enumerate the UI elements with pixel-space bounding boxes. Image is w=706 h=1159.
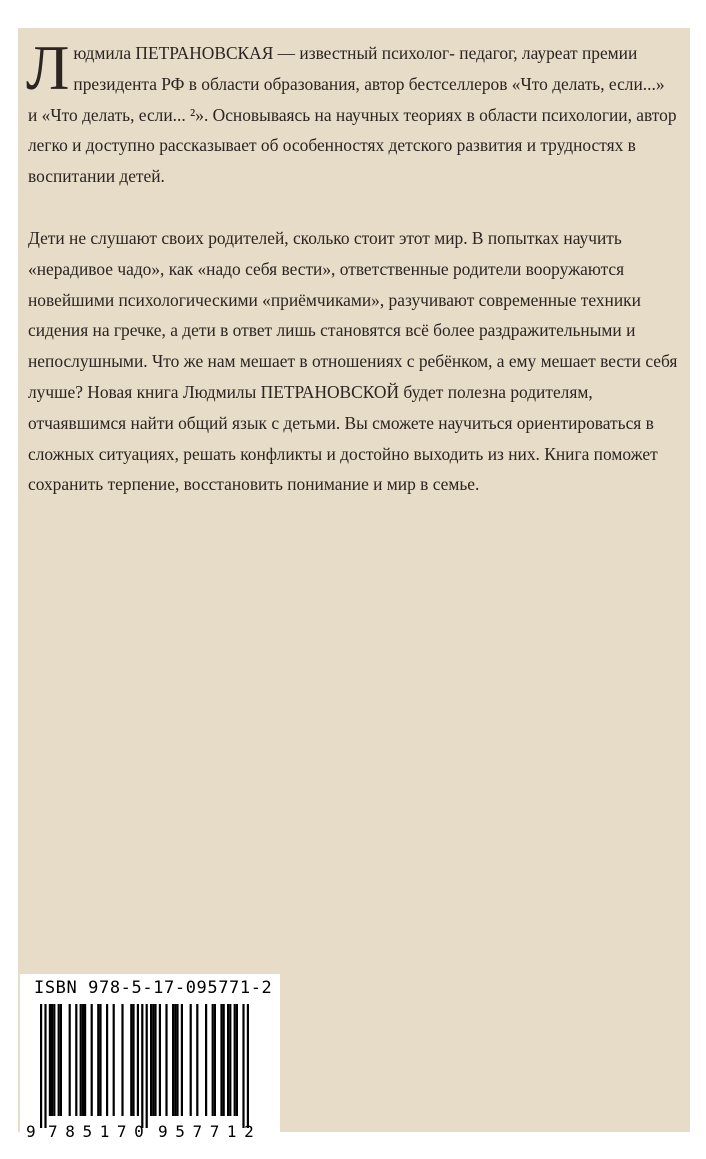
barcode-bar <box>174 1004 176 1116</box>
barcode-bar <box>205 1004 207 1116</box>
barcode-bar <box>82 1004 84 1116</box>
barcode-bar <box>227 1004 229 1116</box>
barcode-bar <box>152 1004 154 1116</box>
barcode-bar <box>229 1004 231 1116</box>
barcode-bar <box>60 1004 62 1116</box>
barcode-bar <box>150 1004 152 1116</box>
barcode-bar <box>44 1004 46 1128</box>
barcode-bar <box>97 1004 99 1116</box>
barcode-bar <box>146 1004 148 1128</box>
barcode-bar <box>159 1004 161 1116</box>
barcode-bar <box>212 1004 214 1116</box>
barcode-bar <box>113 1004 115 1116</box>
barcode-bar <box>99 1004 101 1116</box>
barcode-bar <box>223 1004 225 1116</box>
barcode-bar <box>247 1004 249 1128</box>
barcode-bar <box>130 1004 132 1116</box>
drop-cap: Л <box>26 32 70 103</box>
barcode-digits <box>20 1122 280 1142</box>
book-description: Дети не слушают своих родителей, сколько стоит этот мир. В попытках научить «нерадивое чадо», как «надо себя вести», ответственные родители вооружаются новейшими психологическими «приёмчиками», разучивают современные техники сидения на гречке, а дети в ответ лишь становятся всё более раздражительными и непослушными. Что же нам мешает в отношениях с ребёнком, а ему мешает вести себя лучше? Новая книга Людмилы ПЕТРАНОВСКОЙ будет полезна родителям, отчаявшимся найти общий язык с детьми. Вы сможете научиться ориентироваться в сложных ситуациях, решать конфликты и достойно выходить из них. Книга поможет сохранить терпение, восстановить понимание и мир в семье. <box>28 227 678 495</box>
barcode-bar <box>137 1004 139 1116</box>
barcode-bar <box>234 1004 236 1116</box>
barcode-bar <box>190 1004 192 1116</box>
barcode-bar <box>176 1004 178 1116</box>
author-bio-text: юдмила ПЕТРАНОВСКАЯ — известный психолог- педагог, лауреат премии президента РФ в области образования, автор бестселлеров «Что делать, если...» и «Что делать, если... ²». Основываясь на научных теориях в области психологии, автор легко и доступно рассказывает об особенностях детского развития и трудностях в воспитании детей. <box>28 43 677 187</box>
barcode-bar <box>58 1004 60 1116</box>
barcode-bar <box>220 1004 222 1116</box>
barcode-bar <box>49 1004 51 1116</box>
barcode-bar <box>75 1004 77 1116</box>
barcode-right-digits: 957712 <box>158 1122 262 1141</box>
barcode-bar <box>214 1004 216 1116</box>
barcode-bar <box>40 1004 42 1128</box>
barcode-panel <box>20 974 280 1142</box>
barcode-bar <box>84 1004 86 1116</box>
barcode-left-digits: 785170 <box>48 1122 152 1141</box>
isbn-label: ISBN 978-5-17-095771-2 <box>34 978 273 998</box>
barcode-bar <box>236 1004 238 1116</box>
barcode-bar <box>172 1004 174 1116</box>
barcode-bar <box>91 1004 93 1116</box>
barcode-bar <box>69 1004 71 1116</box>
barcode-bar <box>181 1004 183 1116</box>
cover-text <box>26 32 678 500</box>
barcode-bar <box>165 1004 167 1116</box>
barcode-lead-digit: 9 <box>26 1122 36 1141</box>
back-cover <box>18 28 690 1141</box>
author-bio <box>26 32 678 192</box>
barcode-bar <box>51 1004 53 1116</box>
barcode-bar <box>106 1004 108 1116</box>
barcode-bar <box>196 1004 198 1116</box>
barcode-bar <box>53 1004 55 1116</box>
barcode-bar <box>121 1004 123 1116</box>
barcode-bar <box>141 1004 143 1128</box>
barcode-bar <box>242 1004 244 1128</box>
barcode-bars <box>20 974 280 1142</box>
barcode-bar <box>132 1004 134 1116</box>
barcode-bar <box>80 1004 82 1116</box>
barcode-bar <box>154 1004 156 1116</box>
